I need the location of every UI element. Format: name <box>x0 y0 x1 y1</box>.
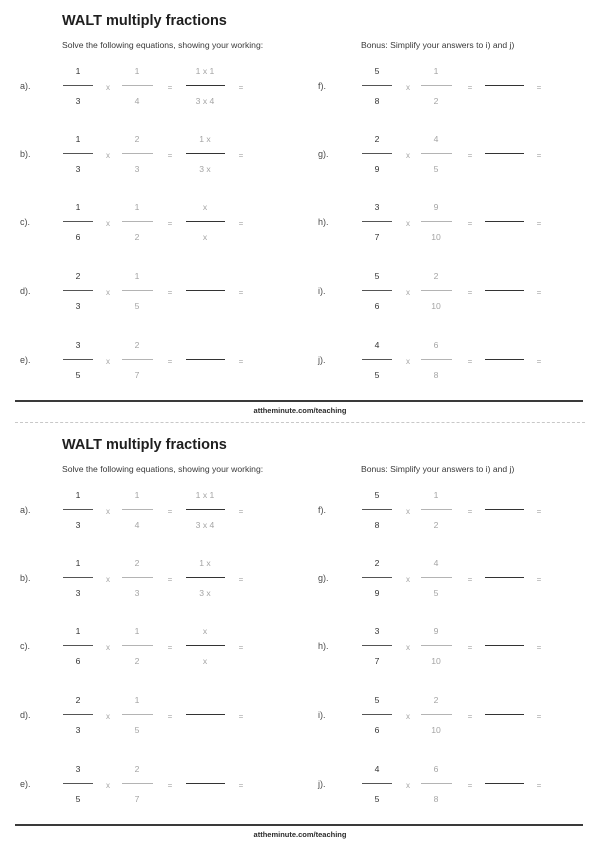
fraction-b-denominator: 7 <box>134 794 140 804</box>
equals-sign: = <box>536 781 542 790</box>
times-sign: x <box>406 712 410 721</box>
equals-sign: = <box>167 643 173 652</box>
fraction-a-denominator: 6 <box>374 725 380 735</box>
question-label: g). <box>318 149 329 159</box>
times-sign: x <box>106 781 110 790</box>
equals-sign: = <box>467 357 473 366</box>
fraction-b-bar <box>421 290 452 291</box>
question-label: h). <box>318 217 329 227</box>
fraction-a-bar <box>63 509 93 510</box>
fraction-a-numerator: 5 <box>374 490 380 500</box>
fraction-b-denominator: 4 <box>134 520 140 530</box>
answer-line[interactable] <box>485 359 524 360</box>
working-numerator: 1 x 1 <box>195 66 215 76</box>
times-sign: x <box>406 83 410 92</box>
working-fraction-bar[interactable] <box>186 85 225 86</box>
fraction-a-denominator: 3 <box>75 520 81 530</box>
fraction-a-numerator: 1 <box>75 134 81 144</box>
fraction-a-numerator: 2 <box>75 695 81 705</box>
fraction-b-denominator: 5 <box>433 164 439 174</box>
fraction-b-denominator: 10 <box>431 656 441 666</box>
fraction-a-denominator: 3 <box>75 725 81 735</box>
answer-line[interactable] <box>485 645 524 646</box>
fraction-b-numerator: 1 <box>433 490 439 500</box>
fraction-a-bar <box>362 359 392 360</box>
equals-sign: = <box>536 507 542 516</box>
fraction-a-denominator: 8 <box>374 520 380 530</box>
fraction-a-numerator: 5 <box>374 66 380 76</box>
fraction-a-denominator: 5 <box>374 370 380 380</box>
fraction-a-bar <box>63 85 93 86</box>
working-numerator: 1 x 1 <box>195 490 215 500</box>
fraction-b-denominator: 10 <box>431 232 441 242</box>
times-sign: x <box>406 288 410 297</box>
equals-sign: = <box>467 219 473 228</box>
answer-line[interactable] <box>485 221 524 222</box>
worksheet-title: WALT multiply fractions <box>62 13 227 29</box>
fraction-a-numerator: 3 <box>374 202 380 212</box>
equals-sign: = <box>536 575 542 584</box>
fraction-b-denominator: 2 <box>433 520 439 530</box>
working-denominator: x <box>202 656 208 666</box>
fraction-a-bar <box>362 645 392 646</box>
fraction-b-numerator: 1 <box>134 695 140 705</box>
fraction-a-denominator: 5 <box>374 794 380 804</box>
fraction-a-denominator: 9 <box>374 588 380 598</box>
equals-sign: = <box>536 151 542 160</box>
fraction-b-bar <box>421 509 452 510</box>
fraction-b-bar <box>122 290 153 291</box>
fraction-a-denominator: 3 <box>75 301 81 311</box>
fraction-a-denominator: 7 <box>374 232 380 242</box>
fraction-b-numerator: 1 <box>433 66 439 76</box>
working-fraction-bar[interactable] <box>186 577 225 578</box>
fraction-b-bar <box>122 645 153 646</box>
question-label: c). <box>20 217 30 227</box>
fraction-a-bar <box>63 153 93 154</box>
fraction-a-numerator: 4 <box>374 764 380 774</box>
times-sign: x <box>406 219 410 228</box>
cut-line <box>15 422 585 423</box>
equals-sign: = <box>238 151 244 160</box>
working-denominator: 3 x 4 <box>195 96 215 106</box>
fraction-a-numerator: 2 <box>374 134 380 144</box>
times-sign: x <box>106 219 110 228</box>
fraction-b-denominator: 2 <box>134 232 140 242</box>
fraction-a-bar <box>362 577 392 578</box>
equals-sign: = <box>536 219 542 228</box>
equals-sign: = <box>536 643 542 652</box>
fraction-a-bar <box>362 153 392 154</box>
fraction-a-numerator: 2 <box>374 558 380 568</box>
answer-line[interactable] <box>485 509 524 510</box>
working-denominator: x <box>202 232 208 242</box>
fraction-a-denominator: 8 <box>374 96 380 106</box>
fraction-b-bar <box>122 85 153 86</box>
fraction-b-numerator: 6 <box>433 764 439 774</box>
equals-sign: = <box>167 575 173 584</box>
fraction-b-bar <box>122 783 153 784</box>
fraction-b-numerator: 1 <box>134 626 140 636</box>
fraction-a-numerator: 3 <box>374 626 380 636</box>
fraction-b-numerator: 1 <box>134 490 140 500</box>
answer-line[interactable] <box>485 577 524 578</box>
fraction-a-bar <box>63 221 93 222</box>
equals-sign: = <box>238 712 244 721</box>
fraction-b-bar <box>421 783 452 784</box>
working-fraction-bar[interactable] <box>186 153 225 154</box>
fraction-a-denominator: 7 <box>374 656 380 666</box>
answer-line[interactable] <box>186 290 225 291</box>
equals-sign: = <box>467 712 473 721</box>
fraction-b-bar <box>122 221 153 222</box>
fraction-b-numerator: 2 <box>134 558 140 568</box>
working-numerator: x <box>202 202 208 212</box>
working-fraction-bar[interactable] <box>186 509 225 510</box>
equals-sign: = <box>467 83 473 92</box>
worksheet-2 <box>0 424 600 848</box>
equals-sign: = <box>167 712 173 721</box>
equals-sign: = <box>238 288 244 297</box>
question-label: g). <box>318 573 329 583</box>
working-denominator: 3 x 4 <box>195 520 215 530</box>
equals-sign: = <box>467 575 473 584</box>
answer-line[interactable] <box>485 290 524 291</box>
equals-sign: = <box>238 357 244 366</box>
fraction-b-bar <box>421 645 452 646</box>
question-label: d). <box>20 710 31 720</box>
equals-sign: = <box>467 151 473 160</box>
question-label: a). <box>20 505 31 515</box>
working-fraction-bar[interactable] <box>186 645 225 646</box>
working-denominator: 3 x <box>199 588 211 598</box>
fraction-b-denominator: 3 <box>134 164 140 174</box>
times-sign: x <box>106 575 110 584</box>
fraction-a-bar <box>362 714 392 715</box>
fraction-a-bar <box>362 85 392 86</box>
question-label: e). <box>20 355 31 365</box>
fraction-b-denominator: 4 <box>134 96 140 106</box>
worksheet-title: WALT multiply fractions <box>62 437 227 453</box>
question-label: d). <box>20 286 31 296</box>
answer-line[interactable] <box>485 714 524 715</box>
times-sign: x <box>106 151 110 160</box>
answer-line[interactable] <box>485 153 524 154</box>
fraction-b-numerator: 6 <box>433 340 439 350</box>
fraction-a-numerator: 5 <box>374 695 380 705</box>
equals-sign: = <box>238 219 244 228</box>
fraction-b-denominator: 8 <box>433 794 439 804</box>
fraction-b-denominator: 3 <box>134 588 140 598</box>
working-numerator: 1 x <box>199 134 211 144</box>
fraction-a-denominator: 5 <box>75 794 81 804</box>
fraction-a-denominator: 3 <box>75 164 81 174</box>
fraction-b-bar <box>421 221 452 222</box>
fraction-a-denominator: 6 <box>75 656 81 666</box>
answer-line[interactable] <box>186 714 225 715</box>
fraction-a-numerator: 4 <box>374 340 380 350</box>
bonus-text: Bonus: Simplify your answers to i) and j) <box>361 464 515 474</box>
question-label: e). <box>20 779 31 789</box>
question-label: c). <box>20 641 30 651</box>
fraction-b-numerator: 4 <box>433 558 439 568</box>
equals-sign: = <box>238 83 244 92</box>
equals-sign: = <box>167 83 173 92</box>
working-numerator: x <box>202 626 208 636</box>
fraction-a-denominator: 5 <box>75 370 81 380</box>
fraction-b-bar <box>122 714 153 715</box>
bottom-rule <box>15 400 583 402</box>
equals-sign: = <box>167 219 173 228</box>
fraction-b-numerator: 2 <box>134 340 140 350</box>
fraction-a-bar <box>362 783 392 784</box>
equals-sign: = <box>238 507 244 516</box>
instructions-text: Solve the following equations, showing your working: <box>62 464 264 474</box>
fraction-b-numerator: 1 <box>134 66 140 76</box>
fraction-a-bar <box>362 509 392 510</box>
fraction-b-numerator: 2 <box>134 134 140 144</box>
fraction-a-denominator: 3 <box>75 588 81 598</box>
fraction-b-bar <box>421 85 452 86</box>
fraction-b-denominator: 8 <box>433 370 439 380</box>
equals-sign: = <box>238 781 244 790</box>
equals-sign: = <box>467 507 473 516</box>
fraction-b-denominator: 10 <box>431 725 441 735</box>
equals-sign: = <box>467 288 473 297</box>
footer-url: attheminute.com/teaching <box>253 830 347 839</box>
fraction-b-bar <box>122 359 153 360</box>
equals-sign: = <box>238 643 244 652</box>
question-label: i). <box>318 286 326 296</box>
times-sign: x <box>406 781 410 790</box>
fraction-a-numerator: 1 <box>75 202 81 212</box>
question-label: j). <box>318 779 326 789</box>
times-sign: x <box>106 643 110 652</box>
fraction-a-denominator: 6 <box>75 232 81 242</box>
question-label: i). <box>318 710 326 720</box>
fraction-b-bar <box>122 509 153 510</box>
question-label: f). <box>318 505 326 515</box>
fraction-a-numerator: 1 <box>75 490 81 500</box>
times-sign: x <box>406 575 410 584</box>
equals-sign: = <box>167 507 173 516</box>
fraction-b-numerator: 1 <box>134 271 140 281</box>
footer-url: attheminute.com/teaching <box>253 406 347 415</box>
fraction-b-numerator: 1 <box>134 202 140 212</box>
bonus-text: Bonus: Simplify your answers to i) and j) <box>361 40 515 50</box>
instructions-text: Solve the following equations, showing your working: <box>62 40 264 50</box>
fraction-b-numerator: 9 <box>433 626 439 636</box>
fraction-b-denominator: 2 <box>433 96 439 106</box>
fraction-b-denominator: 5 <box>134 301 140 311</box>
fraction-b-numerator: 9 <box>433 202 439 212</box>
fraction-b-bar <box>421 714 452 715</box>
equals-sign: = <box>536 712 542 721</box>
fraction-a-numerator: 1 <box>75 558 81 568</box>
times-sign: x <box>106 357 110 366</box>
times-sign: x <box>106 288 110 297</box>
equals-sign: = <box>536 288 542 297</box>
equals-sign: = <box>467 643 473 652</box>
fraction-a-bar <box>63 645 93 646</box>
fraction-b-denominator: 2 <box>134 656 140 666</box>
fraction-b-denominator: 5 <box>134 725 140 735</box>
equals-sign: = <box>536 357 542 366</box>
fraction-b-denominator: 7 <box>134 370 140 380</box>
equals-sign: = <box>536 83 542 92</box>
working-numerator: 1 x <box>199 558 211 568</box>
fraction-b-bar <box>122 577 153 578</box>
answer-line[interactable] <box>186 359 225 360</box>
answer-line[interactable] <box>186 783 225 784</box>
fraction-b-numerator: 2 <box>433 271 439 281</box>
fraction-a-numerator: 1 <box>75 626 81 636</box>
fraction-a-bar <box>63 714 93 715</box>
times-sign: x <box>106 83 110 92</box>
working-denominator: 3 x <box>199 164 211 174</box>
fraction-a-bar <box>63 577 93 578</box>
equals-sign: = <box>467 781 473 790</box>
fraction-a-bar <box>362 221 392 222</box>
question-label: f). <box>318 81 326 91</box>
fraction-b-numerator: 2 <box>134 764 140 774</box>
equals-sign: = <box>167 781 173 790</box>
fraction-b-denominator: 10 <box>431 301 441 311</box>
question-label: b). <box>20 149 31 159</box>
equals-sign: = <box>167 151 173 160</box>
fraction-a-numerator: 1 <box>75 66 81 76</box>
equals-sign: = <box>167 288 173 297</box>
fraction-b-numerator: 4 <box>433 134 439 144</box>
fraction-a-bar <box>63 783 93 784</box>
fraction-b-bar <box>421 577 452 578</box>
times-sign: x <box>106 712 110 721</box>
times-sign: x <box>406 507 410 516</box>
times-sign: x <box>406 151 410 160</box>
fraction-a-denominator: 9 <box>374 164 380 174</box>
fraction-b-bar <box>122 153 153 154</box>
working-fraction-bar[interactable] <box>186 221 225 222</box>
fraction-a-numerator: 2 <box>75 271 81 281</box>
fraction-a-denominator: 3 <box>75 96 81 106</box>
fraction-a-bar <box>63 359 93 360</box>
fraction-a-bar <box>362 290 392 291</box>
times-sign: x <box>406 643 410 652</box>
equals-sign: = <box>238 575 244 584</box>
fraction-b-bar <box>421 359 452 360</box>
fraction-b-denominator: 5 <box>433 588 439 598</box>
fraction-a-bar <box>63 290 93 291</box>
fraction-a-numerator: 3 <box>75 764 81 774</box>
answer-line[interactable] <box>485 783 524 784</box>
fraction-a-denominator: 6 <box>374 301 380 311</box>
fraction-b-bar <box>421 153 452 154</box>
question-label: j). <box>318 355 326 365</box>
fraction-a-numerator: 3 <box>75 340 81 350</box>
answer-line[interactable] <box>485 85 524 86</box>
bottom-rule <box>15 824 583 826</box>
question-label: a). <box>20 81 31 91</box>
equals-sign: = <box>167 357 173 366</box>
question-label: b). <box>20 573 31 583</box>
times-sign: x <box>106 507 110 516</box>
times-sign: x <box>406 357 410 366</box>
question-label: h). <box>318 641 329 651</box>
fraction-b-numerator: 2 <box>433 695 439 705</box>
fraction-a-numerator: 5 <box>374 271 380 281</box>
